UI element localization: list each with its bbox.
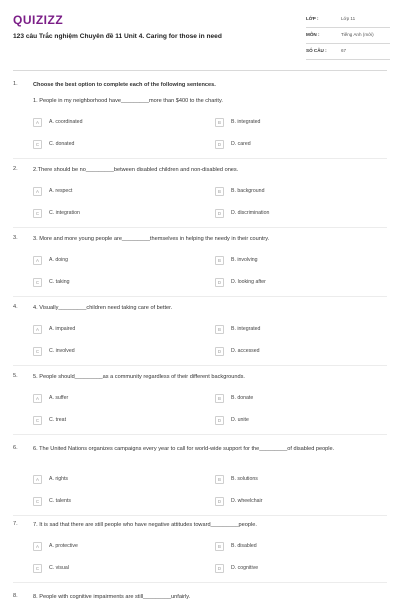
option-text: C. involved [49,348,75,354]
question-divider [13,434,387,435]
option-letter-box: A [33,394,42,403]
question-number: 7. [13,521,18,527]
option-text: C. visual [49,565,69,571]
option-text: B. integrated [231,326,261,332]
option-text: D. unite [231,417,249,423]
question-text: 1. People in my neighborhood have_________more than $400 to the charity. [33,98,223,104]
option-text: D. discrimination [231,210,270,216]
question-divider [13,582,387,583]
question-number: 6. [13,445,18,451]
option-text: C. integration [49,210,80,216]
option-text: C. taking [49,279,70,285]
option-letter-box: A [33,187,42,196]
meta-label: MÔN : [306,32,320,37]
option-text: A. suffer [49,395,69,401]
question-number: 3. [13,235,18,241]
option-text: A. coordinated [49,119,83,125]
document-header [0,0,400,68]
section-number: 1. [13,81,18,87]
option-text: C. treat [49,417,67,423]
option-letter-box: B [215,187,224,196]
question-divider [13,515,387,516]
document-title: 123 câu Trắc nghiệm Chuyên đề 11 Unit 4. Caring for those in need [13,33,222,40]
option-letter-box: B [215,394,224,403]
option-letter-box: A [33,475,42,484]
option-letter-box: B [215,542,224,551]
question-divider [13,365,387,366]
option-letter-box: C [33,347,42,356]
option-letter-box: C [33,497,42,506]
question-text: 4. Visually_________children need taking care of better. [33,305,173,311]
question-text: 5. People should_________as a community regardless of their different backgrounds. [33,374,245,380]
meta-label: LỚP : [306,16,319,21]
option-text: B. solutions [231,476,258,482]
option-letter-box: B [215,256,224,265]
meta-value: Tiếng Anh (mới) [341,32,374,37]
option-letter-box: A [33,256,42,265]
option-letter-box: D [215,497,224,506]
option-letter-box: A [33,542,42,551]
question-text: 7. It is sad that there are still people who have negative attitudes toward_________people. [33,522,257,528]
meta-value: Lớp 11 [341,16,356,21]
meta-value: 67 [341,48,347,53]
section-instruction: Choose the best option to complete each of the following sentences. [33,82,216,88]
question-number: 8. [13,593,18,599]
option-letter-box: C [33,209,42,218]
option-text: B. involving [231,257,258,263]
question-number: 5. [13,373,18,379]
question-text: 8. People with cognitive impairments are still_________unfairly. [33,594,191,600]
option-text: D. looking after [231,279,266,285]
option-letter-box: C [33,278,42,287]
option-text: A. protective [49,543,78,549]
option-text: C. donated [49,141,75,147]
option-text: B. background [231,188,265,194]
option-text: D. cared [231,141,251,147]
option-text: A. impaired [49,326,76,332]
question-divider [13,158,387,159]
header-divider [13,70,387,71]
option-letter-box: B [215,118,224,127]
question-text: 3. More and more young people are_________themselves in helping the needy in their country. [33,236,270,242]
question-number: 4. [13,304,18,310]
question-number: 2. [13,166,18,172]
option-letter-box: B [215,325,224,334]
option-letter-box: C [33,140,42,149]
option-letter-box: A [33,325,42,334]
option-letter-box: D [215,278,224,287]
question-text: 2.There should be no_________between disabled children and non-disabled ones. [33,167,239,173]
quizizz-logo: QUIZIZZ [13,13,64,27]
option-letter-box: D [215,209,224,218]
option-text: D. cognitive [231,565,259,571]
option-letter-box: D [215,416,224,425]
option-text: D. wheelchair [231,498,263,504]
option-text: B. disabled [231,543,257,549]
option-letter-box: D [215,564,224,573]
meta-label: SỐ CÂU : [306,48,327,53]
option-text: B. donate [231,395,254,401]
meta-subject [306,28,390,44]
question-text: 6. The United Nations organizes campaigns every year to call for world-wide support for the_________of disabled people. [33,446,335,452]
option-letter-box: D [215,347,224,356]
option-text: B. integrated [231,119,261,125]
option-text: A. doing [49,257,69,263]
question-divider [13,296,387,297]
option-text: C. talents [49,498,71,504]
option-letter-box: A [33,118,42,127]
option-letter-box: C [33,564,42,573]
meta-class [306,12,390,28]
meta-question-count [306,44,390,60]
option-letter-box: C [33,416,42,425]
option-letter-box: B [215,475,224,484]
option-text: A. rights [49,476,69,482]
option-text: D. accessed [231,348,260,354]
option-letter-box: D [215,140,224,149]
question-divider [13,227,387,228]
option-text: A. respect [49,188,73,194]
